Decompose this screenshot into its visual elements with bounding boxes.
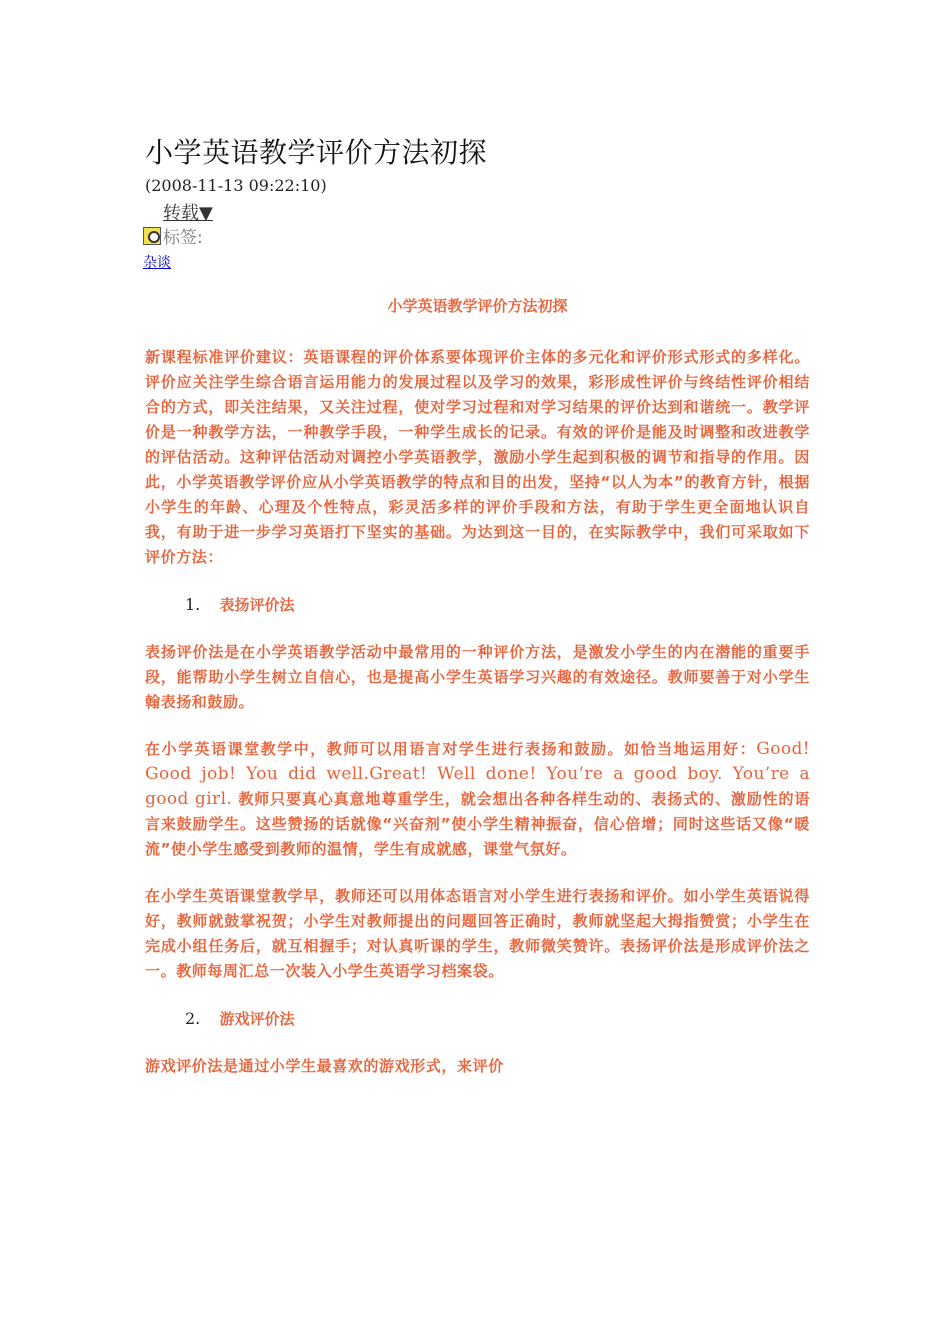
paragraph-text: 在小学英语课堂教学中，教师可以用语言对学生进行表扬和鼓励。如恰当地运用好： [145, 740, 757, 758]
intro-paragraph: 新课程标准评价建议：英语课程的评价体系要体现评价主体的多元化和评价形式形式的多样化。评价应关注学生综合语言运用能力的发展过程以及学习的效果，彩形成性评价与终结性评价相结合的方式，即关注结果，又关注过程，使对学习过程和对学习结果的评价达到和谐统一。教学评价是一种教学方法，一种教学手段，一种学生成长的记录。有效的评价是能及时调整和改进教学的评估活动。这种评估活动对调控小学英语教学，激励小学生起到积极的调节和指导的作用。因此，小学英语教学评价应从小学英语教学的特点和目的出发，坚持“以人为本”的教育方针，根据小学生的年龄、心理及个性特点，彩灵活多样的评价手段和方法，有助于学生更全面地认识自我，有助于进一步学习英语打下坚实的基础。为达到这一目的，在实际教学中，我们可采取如下评价方法： [145, 348, 810, 566]
tags-row [143, 223, 203, 248]
article-body [145, 294, 810, 1101]
tag-link[interactable]: 杂谈 [143, 255, 171, 271]
paragraph-with-english [145, 737, 810, 862]
section-number: 1. [185, 595, 201, 614]
paragraph: 在小学生英语课堂教学早，教师还可以用体态语言对小学生进行表扬和评价。如小学生英语说得好，教师就鼓掌祝贺；小学生对教师提出的问题回答正确时，教师就坚起大拇指赞赏；小学生在完成小组任务后，就互相握手；对认真听课的学生，教师微笑赞许。表扬评价法是形成评价法之一。教师每周汇总一次装入小学生英语学习档案袋。 [145, 887, 810, 980]
tags-label: 标签: [163, 228, 203, 248]
page-title: 小学英语教学评价方法初探 [145, 136, 488, 169]
paragraph: 游戏评价法是通过小学生最喜欢的游戏形式，来评价 [145, 1057, 504, 1075]
section-number: 2. [185, 1009, 201, 1028]
tag-icon [143, 227, 161, 245]
repost-dropdown[interactable]: 转载▼ [163, 203, 213, 224]
section-heading-1 [185, 592, 810, 618]
article-title: 小学英语教学评价方法初探 [387, 297, 568, 315]
section-title: 表扬评价法 [219, 596, 295, 614]
section-title: 游戏评价法 [219, 1010, 295, 1028]
paragraph-text: 教师只要真心真意地尊重学生，就会想出各种各样生动的、表扬式的、激励性的语言来鼓励学生。这些赞扬的话就像“兴奋剂”使小学生精神振奋，信心倍增；同时这些话又像“暖流”使小学生感受到教师的温情，学生有成就感，课堂气氛好。 [145, 790, 810, 858]
english-phrases: Good! Good job! You did well.Great! Well done! You’re a good boy. You’re a good girl. [145, 739, 810, 809]
post-date: (2008-11-13 09:22:10) [145, 176, 327, 195]
paragraph: 表扬评价法是在小学英语教学活动中最常用的一种评价方法，是激发小学生的内在潜能的重要手段，能帮助小学生树立自信心，也是提高小学生英语学习兴趣的有效途径。教师要善于对小学生翰表扬和鼓励。 [145, 643, 810, 711]
section-heading-2 [185, 1006, 810, 1032]
